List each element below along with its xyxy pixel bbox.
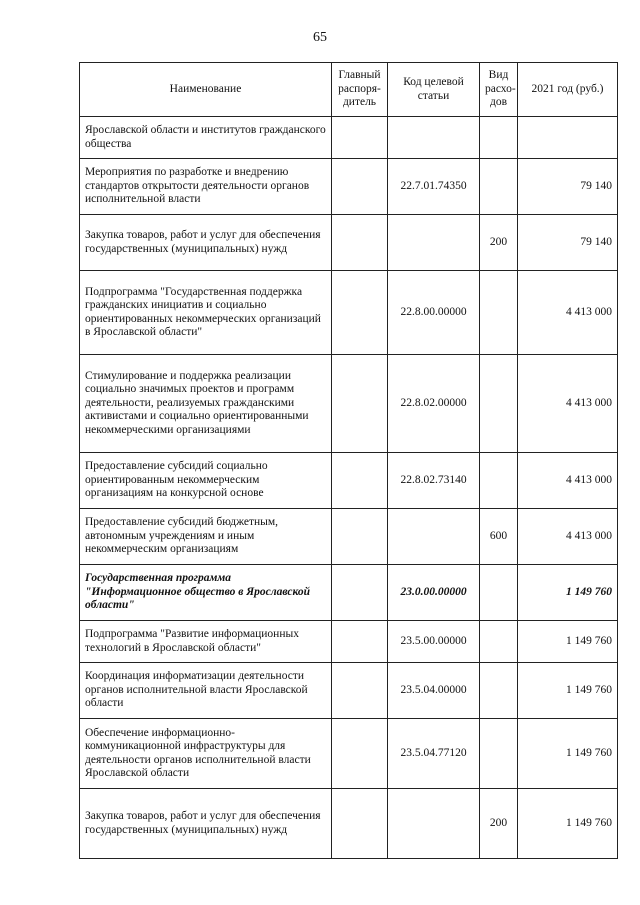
row-type: 200 [480,215,518,271]
row-name: Обеспечение информационно-коммуникационной инфраструктуры для деятельности органов исполнительной власти Ярославской области [80,719,332,789]
row-code: 22.8.02.73140 [388,453,480,509]
row-name: Предоставление субсидий бюджетным, автономным учреждениям и иным некоммерческим организациям [80,509,332,565]
row-manager [332,215,388,271]
row-code: 23.5.00.00000 [388,621,480,663]
page-number: 65 [313,30,327,45]
table-row [80,453,618,509]
row-type: 200 [480,789,518,859]
table-row [80,719,618,789]
row-type [480,453,518,509]
row-code: 23.5.04.00000 [388,663,480,719]
row-type [480,663,518,719]
row-code: 23.5.04.77120 [388,719,480,789]
table-row [80,509,618,565]
table-row [80,663,618,719]
row-name: Подпрограмма "Развитие информационных технологий в Ярославской области" [80,621,332,663]
table-header-row [80,63,618,117]
row-code [388,215,480,271]
row-manager [332,789,388,859]
row-type [480,117,518,159]
row-amount: 4 413 000 [518,509,618,565]
row-manager [332,621,388,663]
row-amount: 79 140 [518,159,618,215]
row-manager [332,509,388,565]
row-type [480,719,518,789]
row-type [480,355,518,453]
row-manager [332,453,388,509]
row-manager [332,271,388,355]
table-row [80,621,618,663]
row-type [480,621,518,663]
row-name: Мероприятия по разработке и внедрению стандартов открытости деятельности органов исполнительной власти [80,159,332,215]
row-manager [332,355,388,453]
table-row [80,215,618,271]
row-amount: 1 149 760 [518,565,618,621]
header-expense-type: Вид расхо-дов [480,63,518,117]
row-manager [332,565,388,621]
row-amount: 79 140 [518,215,618,271]
table-row [80,159,618,215]
row-amount: 1 149 760 [518,719,618,789]
row-name: Стимулирование и поддержка реализации социально значимых проектов и программ деятельности, реализуемых гражданскими активистами и социально ориентированными некоммерческими организациями [80,355,332,453]
table-row [80,565,618,621]
row-name: Государственная программа "Информационное общество в Ярославской области" [80,565,332,621]
row-code [388,117,480,159]
row-name: Подпрограмма "Государственная поддержка гражданских инициатив и социально ориентированных некоммерческих организаций в Ярославской области" [80,271,332,355]
row-code: 22.7.01.74350 [388,159,480,215]
header-manager: Главный распоря-дитель [332,63,388,117]
row-amount: 1 149 760 [518,789,618,859]
row-type: 600 [480,509,518,565]
table-row [80,789,618,859]
row-code: 22.8.00.00000 [388,271,480,355]
table-row [80,271,618,355]
row-code [388,789,480,859]
row-manager [332,719,388,789]
row-manager [332,117,388,159]
row-manager [332,663,388,719]
row-name: Предоставление субсидий социально ориентированным некоммерческим организациям на конкурсной основе [80,453,332,509]
row-amount [518,117,618,159]
row-amount: 4 413 000 [518,453,618,509]
row-amount: 1 149 760 [518,663,618,719]
row-amount: 4 413 000 [518,355,618,453]
row-name: Закупка товаров, работ и услуг для обеспечения государственных (муниципальных) нужд [80,789,332,859]
row-manager [332,159,388,215]
table-row [80,355,618,453]
row-code [388,509,480,565]
row-code: 23.0.00.00000 [388,565,480,621]
row-amount: 1 149 760 [518,621,618,663]
header-name: Наименование [80,63,332,117]
row-type [480,565,518,621]
row-name: Ярославской области и институтов гражданского общества [80,117,332,159]
header-year: 2021 год (руб.) [518,63,618,117]
row-type [480,271,518,355]
table-row [80,117,618,159]
row-type [480,159,518,215]
header-target-code: Код целевой статьи [388,63,480,117]
row-name: Закупка товаров, работ и услуг для обеспечения государственных (муниципальных) нужд [80,215,332,271]
budget-table [79,62,618,859]
row-code: 22.8.02.00000 [388,355,480,453]
row-name: Координация информатизации деятельности органов исполнительной власти Ярославской области [80,663,332,719]
row-amount: 4 413 000 [518,271,618,355]
